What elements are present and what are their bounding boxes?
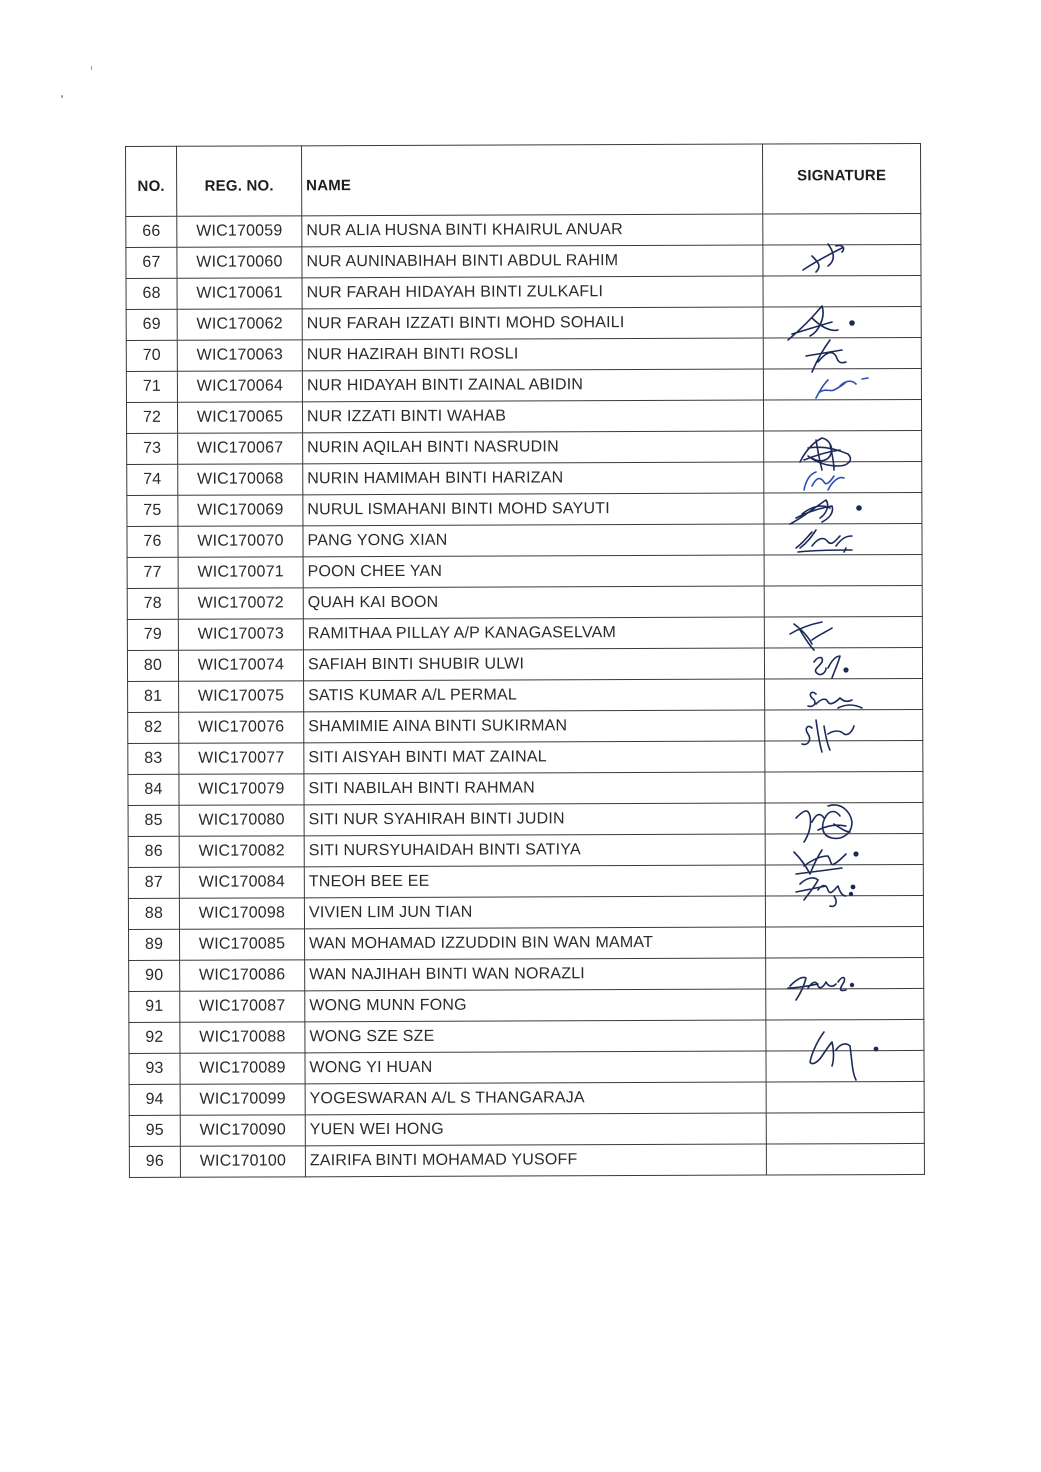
registration-number: WIC170068 xyxy=(178,464,303,495)
student-name: SITI NURSYUHAIDAH BINTI SATIYA xyxy=(304,834,765,867)
row-number: 81 xyxy=(128,681,179,712)
student-name: PANG YONG XIAN xyxy=(303,524,764,557)
table-row xyxy=(129,1112,924,1146)
signature-cell xyxy=(765,864,923,896)
table-row xyxy=(126,306,921,340)
row-number: 69 xyxy=(126,309,177,340)
row-number: 68 xyxy=(126,278,177,309)
signature-cell xyxy=(765,740,923,772)
student-name: NUR FARAH IZZATI BINTI MOHD SOHAILI xyxy=(302,307,763,340)
row-number: 79 xyxy=(127,619,178,650)
table-row xyxy=(129,1143,924,1177)
table-row xyxy=(127,492,922,526)
registration-number: WIC170074 xyxy=(178,650,303,681)
row-number: 70 xyxy=(126,340,177,371)
row-number: 71 xyxy=(126,371,177,402)
student-name: WONG YI HUAN xyxy=(305,1051,766,1084)
row-number: 76 xyxy=(127,526,178,557)
registration-number: WIC170076 xyxy=(179,712,304,743)
table-row xyxy=(127,430,922,464)
signature-cell xyxy=(763,337,921,369)
signature-cell xyxy=(763,368,921,400)
signature-cell xyxy=(766,957,924,989)
student-name: SATIS KUMAR A/L PERMAL xyxy=(304,679,765,712)
student-name: NUR HAZIRAH BINTI ROSLI xyxy=(302,338,763,371)
row-number: 67 xyxy=(126,247,177,278)
registration-number: WIC170059 xyxy=(177,216,302,247)
signature-cell xyxy=(766,988,924,1020)
attendance-table xyxy=(125,143,925,1178)
registration-number: WIC170088 xyxy=(180,1022,305,1053)
signature-cell xyxy=(763,213,921,245)
table-row xyxy=(128,833,923,867)
table-row xyxy=(126,244,921,278)
registration-number: WIC170073 xyxy=(178,619,303,650)
table-row xyxy=(129,988,924,1022)
student-name: RAMITHAA PILLAY A/P KANAGASELVAM xyxy=(303,617,764,650)
table-row xyxy=(126,337,921,371)
table-header-row xyxy=(126,143,921,216)
header-signature: SIGNATURE xyxy=(762,143,920,214)
registration-number: WIC170099 xyxy=(180,1084,305,1115)
row-number: 93 xyxy=(129,1053,180,1084)
student-name: NURIN AQILAH BINTI NASRUDIN xyxy=(303,431,764,464)
registration-number: WIC170087 xyxy=(180,991,305,1022)
signature-cell xyxy=(766,1050,924,1082)
table-row xyxy=(129,957,924,991)
registration-number: WIC170070 xyxy=(178,526,303,557)
signature-cell xyxy=(764,461,922,493)
table-row xyxy=(127,585,922,619)
signature-cell xyxy=(764,647,922,679)
table-row xyxy=(129,926,924,960)
student-name: NUR AUNINABIHAH BINTI ABDUL RAHIM xyxy=(302,245,763,278)
row-number: 75 xyxy=(127,495,178,526)
registration-number: WIC170089 xyxy=(180,1053,305,1084)
table-row xyxy=(126,399,921,433)
signature-cell xyxy=(765,678,923,710)
signature-cell xyxy=(765,709,923,741)
registration-number: WIC170084 xyxy=(179,867,304,898)
registration-number: WIC170069 xyxy=(178,495,303,526)
student-name: WONG MUNN FONG xyxy=(305,989,766,1022)
signature-cell xyxy=(766,1112,924,1144)
student-name: SITI AISYAH BINTI MAT ZAINAL xyxy=(304,741,765,774)
registration-number: WIC170080 xyxy=(179,805,304,836)
signature-cell xyxy=(766,1081,924,1113)
signature-cell xyxy=(765,771,923,803)
student-name: YOGESWARAN A/L S THANGARAJA xyxy=(305,1082,766,1115)
registration-number: WIC170077 xyxy=(179,743,304,774)
signature-cell xyxy=(763,306,921,338)
table-row xyxy=(129,1081,924,1115)
registration-number: WIC170090 xyxy=(180,1115,305,1146)
student-name: SHAMIMIE AINA BINTI SUKIRMAN xyxy=(304,710,765,743)
table-row xyxy=(129,1019,924,1053)
registration-number: WIC170075 xyxy=(179,681,304,712)
student-name: NUR IZZATI BINTI WAHAB xyxy=(302,400,763,433)
row-number: 96 xyxy=(129,1146,180,1177)
registration-number: WIC170062 xyxy=(177,309,302,340)
row-number: 80 xyxy=(127,650,178,681)
row-number: 78 xyxy=(127,588,178,619)
signature-cell xyxy=(763,399,921,431)
table-row xyxy=(127,616,922,650)
table-row xyxy=(128,895,923,929)
row-number: 74 xyxy=(127,464,178,495)
registration-number: WIC170071 xyxy=(178,557,303,588)
table-row xyxy=(128,802,923,836)
table-row xyxy=(126,368,921,402)
table-row xyxy=(128,678,923,712)
registration-number: WIC170065 xyxy=(177,402,302,433)
registration-number: WIC170085 xyxy=(180,929,305,960)
student-name: VIVIEN LIM JUN TIAN xyxy=(304,896,765,929)
row-number: 84 xyxy=(128,774,179,805)
row-number: 77 xyxy=(127,557,178,588)
table-row xyxy=(128,864,923,898)
row-number: 86 xyxy=(128,836,179,867)
row-number: 82 xyxy=(128,712,179,743)
table-row xyxy=(127,461,922,495)
student-name: WAN NAJIHAH BINTI WAN NORAZLI xyxy=(305,958,766,991)
signature-cell xyxy=(764,523,922,555)
table-row xyxy=(129,1050,924,1084)
row-number: 73 xyxy=(127,433,178,464)
registration-number: WIC170067 xyxy=(178,433,303,464)
signature-cell xyxy=(765,833,923,865)
registration-number: WIC170060 xyxy=(177,247,302,278)
signature-cell xyxy=(764,492,922,524)
student-name: WAN MOHAMAD IZZUDDIN BIN WAN MAMAT xyxy=(305,927,766,960)
row-number: 85 xyxy=(128,805,179,836)
registration-number: WIC170098 xyxy=(179,898,304,929)
header-no: NO. xyxy=(126,146,177,216)
student-name: NUR HIDAYAH BINTI ZAINAL ABIDIN xyxy=(302,369,763,402)
signature-cell xyxy=(764,430,922,462)
row-number: 92 xyxy=(129,1022,180,1053)
table-row xyxy=(128,740,923,774)
table-row xyxy=(127,523,922,557)
registration-number: WIC170061 xyxy=(177,278,302,309)
registration-number: WIC170072 xyxy=(178,588,303,619)
row-number: 89 xyxy=(129,929,180,960)
student-name: YUEN WEI HONG xyxy=(305,1113,766,1146)
row-number: 66 xyxy=(126,216,177,247)
row-number: 94 xyxy=(129,1084,180,1115)
table-body xyxy=(126,213,925,1177)
table-row xyxy=(128,709,923,743)
signature-cell xyxy=(765,895,923,927)
table-row xyxy=(126,275,921,309)
signature-cell xyxy=(764,585,922,617)
student-name: SITI NUR SYAHIRAH BINTI JUDIN xyxy=(304,803,765,836)
student-name: WONG SZE SZE xyxy=(305,1020,766,1053)
student-name: NUR FARAH HIDAYAH BINTI ZULKAFLI xyxy=(302,276,763,309)
registration-number: WIC170063 xyxy=(177,340,302,371)
table-row xyxy=(127,554,922,588)
student-name: TNEOH BEE EE xyxy=(304,865,765,898)
student-name: ZAIRIFA BINTI MOHAMAD YUSOFF xyxy=(305,1144,766,1177)
registration-number: WIC170064 xyxy=(177,371,302,402)
signature-cell xyxy=(765,802,923,834)
table-row xyxy=(128,771,923,805)
registration-number: WIC170100 xyxy=(180,1146,305,1177)
signature-cell xyxy=(763,244,921,276)
student-name: NURUL ISMAHANI BINTI MOHD SAYUTI xyxy=(303,493,764,526)
registration-number: WIC170086 xyxy=(180,960,305,991)
signature-cell xyxy=(763,275,921,307)
signature-cell xyxy=(764,616,922,648)
student-name: NUR ALIA HUSNA BINTI KHAIRUL ANUAR xyxy=(302,214,763,247)
header-name: NAME xyxy=(302,144,763,216)
student-name: SAFIAH BINTI SHUBIR ULWI xyxy=(303,648,764,681)
student-name: SITI NABILAH BINTI RAHMAN xyxy=(304,772,765,805)
row-number: 91 xyxy=(129,991,180,1022)
row-number: 87 xyxy=(128,867,179,898)
row-number: 83 xyxy=(128,743,179,774)
student-name: POON CHEE YAN xyxy=(303,555,764,588)
student-name: QUAH KAI BOON xyxy=(303,586,764,619)
table-row xyxy=(127,647,922,681)
signature-cell xyxy=(766,1019,924,1051)
row-number: 88 xyxy=(128,898,179,929)
row-number: 72 xyxy=(126,402,177,433)
row-number: 95 xyxy=(129,1115,180,1146)
signature-cell xyxy=(766,1143,924,1175)
header-reg-no: REG. NO. xyxy=(177,146,302,216)
student-name: NURIN HAMIMAH BINTI HARIZAN xyxy=(303,462,764,495)
table-row xyxy=(126,213,921,247)
signature-cell xyxy=(764,554,922,586)
registration-number: WIC170082 xyxy=(179,836,304,867)
signature-cell xyxy=(766,926,924,958)
registration-number: WIC170079 xyxy=(179,774,304,805)
row-number: 90 xyxy=(129,960,180,991)
